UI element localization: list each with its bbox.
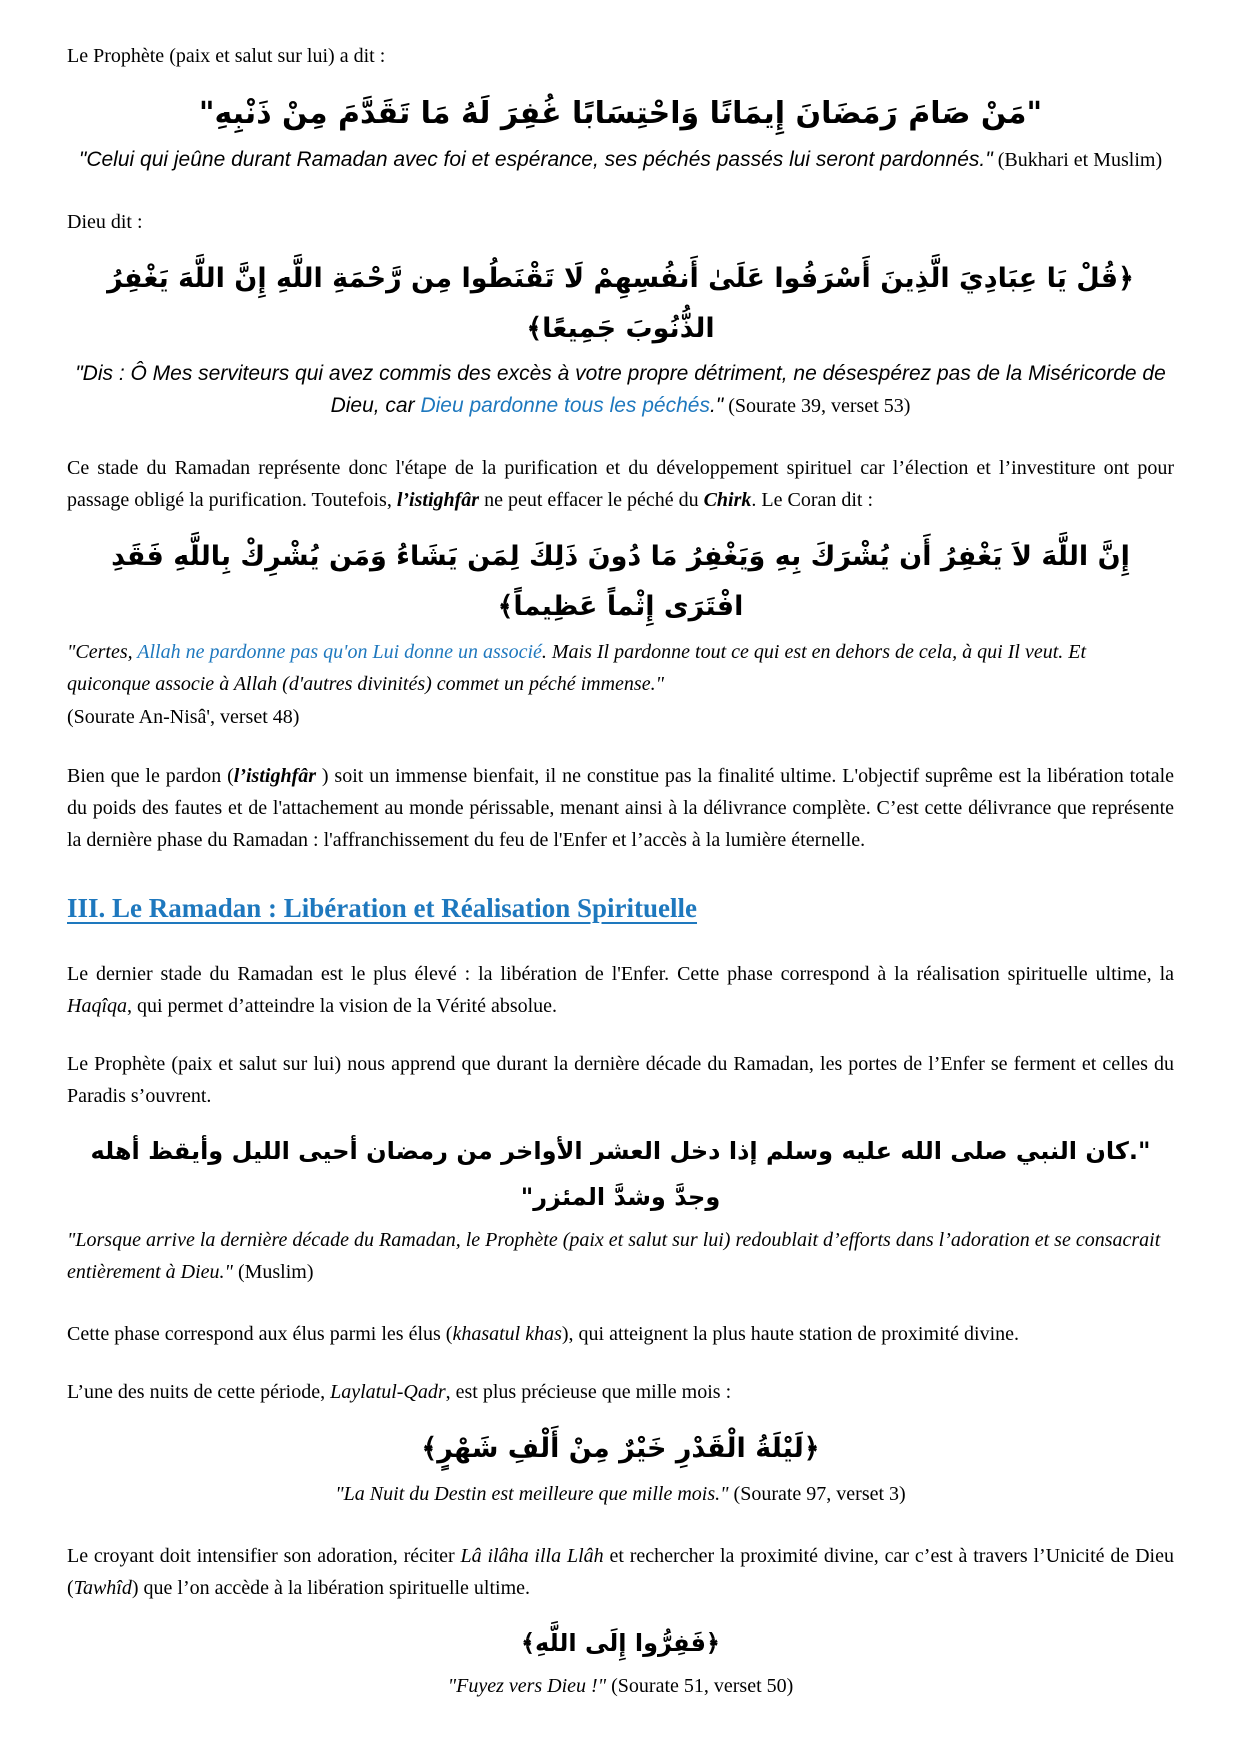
section-heading-3 (67, 888, 1174, 928)
text-segment: L’une des nuits de cette période, (67, 1381, 331, 1403)
text-segment: "Dis : Ô Mes serviteurs qui avez commis des excès à votre propre détriment, ne désespérez pas de la Miséricorde de Dieu, car (75, 362, 1166, 417)
text-segment: Haqîqa (67, 995, 127, 1017)
text-segment: ." (709, 394, 724, 417)
text-segment: ) que l’on accède à la libération spirituelle ultime. (131, 1577, 531, 1599)
text-segment: (Sourate 51, verset 50) (606, 1675, 794, 1697)
arabic-verse-51-50: ﴿فَفِرُّوا إِلَى اللَّهِ﴾ (520, 1629, 720, 1657)
text-segment: Le Prophète (paix et salut sur lui) nous apprend que durant la dernière décade du Ramadan, les portes de l’Enfer se ferment et celles du Paradis s’ouvrent. (67, 1053, 1174, 1107)
para-dernier-stade (67, 958, 1174, 1022)
translation-verse-39-53 (67, 358, 1174, 422)
arabic-verse-4-48: إِنَّ اللَّهَ لاَ يَغْفِرُ أَن يُشْرَكَ بِهِ وَيَغْفِرُ مَا دُونَ ذَلِكَ لِمَن يَشَاءُ وَمَن يُشْرِكْ بِاللَّهِ فَقَدِ افْتَرَى إِثْماً عَظِيماً﴾ (111, 541, 1130, 622)
para-laylatul-qadr (67, 1376, 1174, 1408)
intro-prophete-line (67, 40, 1174, 72)
text-segment: Lâ ilâha illa Llâh (460, 1545, 604, 1567)
text-segment: Allah ne pardonne pas qu'on Lui donne un associé (137, 641, 542, 663)
translation-hadith-decade (67, 1224, 1174, 1288)
arabic-hadith-fasting: "مَنْ صَامَ رَمَضَانَ إِيمَانًا وَاحْتِسَابًا غُفِرَ لَهُ مَا تَقَدَّمَ مِنْ ذَنْبِهِ" (198, 96, 1043, 131)
text-segment: Le dernier stade du Ramadan est le plus élevé : la libération de l'Enfer. Cette phase correspond à la réalisation spirituelle ultime, la (67, 963, 1174, 985)
text-segment: Le croyant doit intensifier son adoration, réciter (67, 1545, 461, 1567)
text-segment: "Celui qui jeûne durant Ramadan avec foi et espérance, ses péchés passés lui seront pardonnés." (78, 148, 993, 171)
text-segment: "Lorsque arrive la dernière décade du Ramadan, le Prophète (paix et salut sur lui) redoublait d’efforts dans l’adoration et se consacrait entièrement à Dieu." (67, 1229, 1161, 1283)
translation-verse-4-48 (67, 636, 1174, 700)
text-segment: ) soit un immense bienfait, il ne constitue pas la finalité ultime. L'objectif suprême est la libération totale du poids des fautes et de l'attachement au monde périssable, menant ainsi à la délivrance complète. C’est cette délivrance que représente la dernière phase du Ramadan : l'affranchissement du feu de l'Enfer et l’accès à la lumière éternelle. (67, 765, 1174, 851)
text-segment: "La Nuit du Destin est meilleure que mille mois." (335, 1483, 729, 1505)
text-segment: Chirk (703, 489, 752, 511)
arabic-verse-97-3: ﴿لَيْلَةُ الْقَدْرِ خَيْرٌ مِنْ أَلْفِ شَهْرٍ﴾ (421, 1433, 820, 1464)
text-segment: "Certes, (67, 641, 138, 663)
text-segment: Cette phase correspond aux élus parmi les élus ( (67, 1323, 453, 1345)
text-segment: Ce stade du Ramadan représente donc l'étape de la purification et du développement spirituel car l’élection et l’investiture ont pour passage obligé la purification. Toutefois, (67, 457, 1174, 511)
text-segment: khasatul khas (452, 1323, 562, 1345)
para-portes-paradis (67, 1048, 1174, 1112)
text-segment: l’istighfâr (233, 765, 317, 787)
text-segment: Bien que le pardon ( (67, 765, 234, 787)
attribution-verse-4-48: (Sourate An-Nisâ', verset 48) (67, 706, 300, 728)
translation-hadith-fasting (67, 144, 1174, 176)
arabic-hadith-decade: ".كان النبي صلى الله عليه وسلم إذا دخل العشر الأواخر من رمضان أحيى الليل وأيقظ أهله وجدَّ وشدَّ المئزر" (90, 1137, 1151, 1211)
text-segment: (Muslim) (232, 1261, 314, 1283)
text-segment: ), qui atteignent la plus haute station de proximité divine. (561, 1323, 1020, 1345)
dieu-dit-line (67, 206, 1174, 238)
text-segment: (Sourate 97, verset 3) (728, 1483, 906, 1505)
para-pardon-bienfait (67, 760, 1174, 856)
section-heading-text: III. Le Ramadan : Libération et Réalisation Spirituelle (67, 893, 698, 923)
text-segment: , est plus précieuse que mille mois : (445, 1381, 732, 1403)
para-purification (67, 452, 1174, 516)
text-segment: Dieu dit : (67, 211, 143, 233)
text-segment: (Sourate 39, verset 53) (723, 395, 911, 417)
text-segment: ne peut effacer le péché du (479, 489, 704, 511)
arabic-verse-39-53: ﴿قُلْ يَا عِبَادِيَ الَّذِينَ أَسْرَفُوا عَلَىٰ أَنفُسِهِمْ لَا تَقْنَطُوا مِن رَّحْمَةِ اللَّهِ إِنَّ اللَّهَ يَغْفِرُ الذُّنُوبَ جَمِيعًا﴾ (107, 263, 1134, 344)
text-segment: . Le Coran dit : (751, 489, 874, 511)
text-segment: , qui permet d’atteindre la vision de la Vérité absolue. (127, 995, 558, 1017)
text-segment: Laylatul-Qadr (330, 1381, 446, 1403)
text-segment: et rechercher la proximité divine, car c’est à travers l’Unicité de Dieu ( (67, 1545, 1174, 1599)
translation-verse-97-3 (67, 1478, 1174, 1510)
text-segment: "Fuyez vers Dieu !" (447, 1675, 607, 1697)
text-segment: Le Prophète (paix et salut sur lui) a dit : (67, 45, 386, 67)
para-croyant-tawhid (67, 1540, 1174, 1604)
text-segment: Dieu pardonne tous les péchés (420, 394, 710, 417)
text-segment: l’istighfâr (396, 489, 480, 511)
translation-verse-51-50 (67, 1670, 1174, 1702)
text-segment: (Bukhari et Muslim) (992, 149, 1163, 171)
text-segment: . Mais Il pardonne tout ce qui est en dehors de cela, à qui Il veut. Et quiconque associe à Allah (d'autres divinités) commet un péché immense." (67, 641, 1087, 695)
text-segment: Tawhîd (73, 1577, 132, 1599)
para-elus (67, 1318, 1174, 1350)
